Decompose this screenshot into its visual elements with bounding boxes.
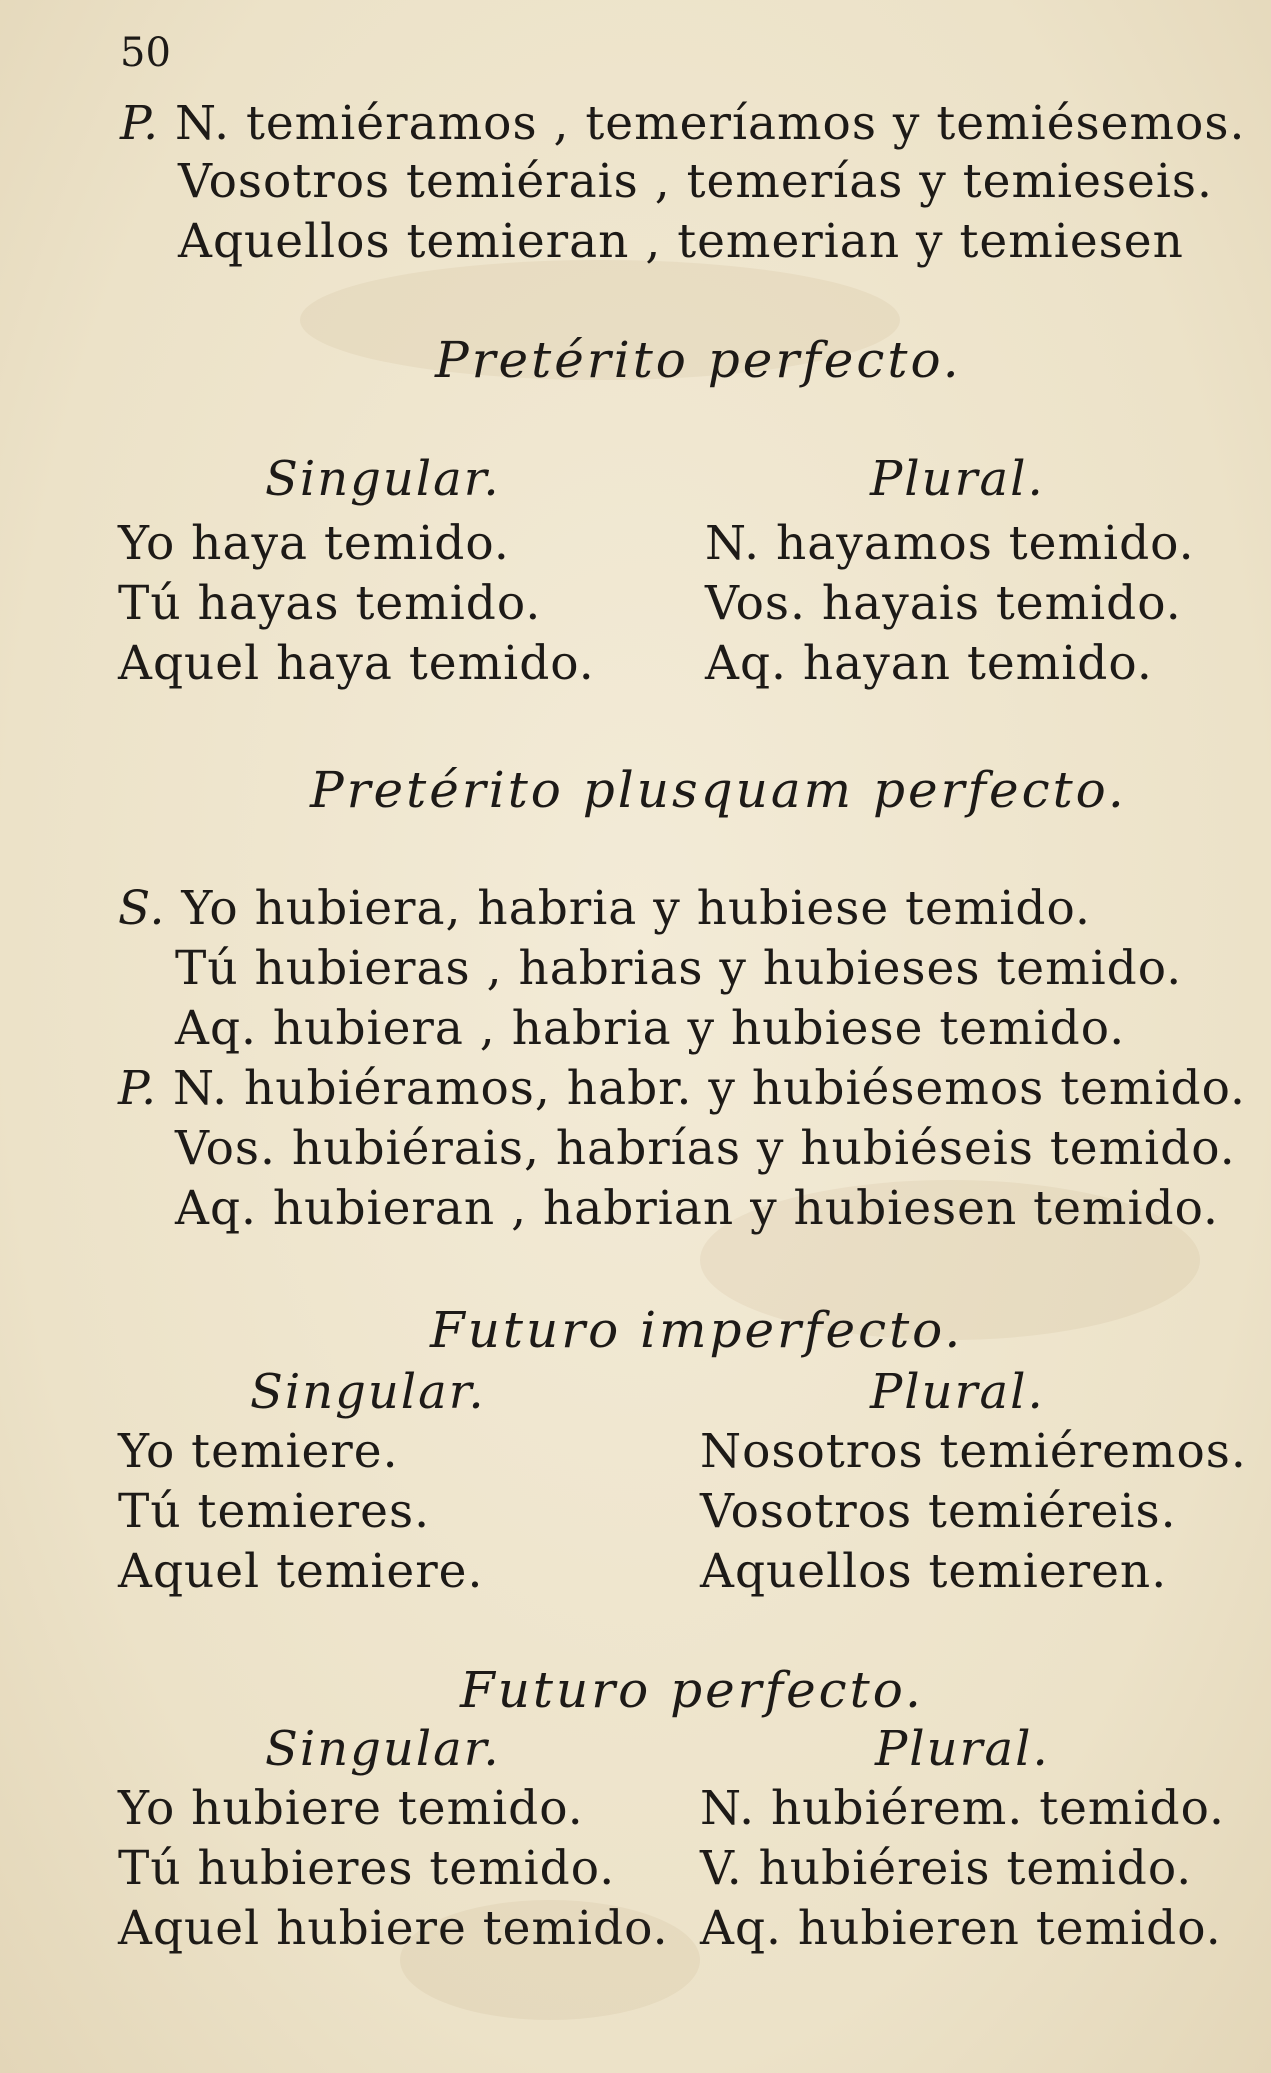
plusq-line — [175, 1121, 1236, 1176]
line-text: Aq. hubiera , habria y hubiese temido. — [175, 1001, 1126, 1056]
plural-header: Plural. — [870, 451, 1045, 507]
line-aquellos: Aquellos temieran , temerian y temiesen — [178, 214, 1184, 269]
singular-line: Yo hubiere temido. — [118, 1781, 584, 1836]
singular-header: Singular. — [250, 1364, 486, 1420]
singular-line: Tú hayas temido. — [118, 576, 542, 631]
singular-header: Singular. — [265, 1721, 501, 1777]
line-text: N. temiéramos , temeríamos y temiésemos. — [174, 96, 1246, 151]
line-label: S. — [118, 881, 182, 936]
line-vosotros: Vosotros temiérais , temerías y temieseis. — [178, 154, 1213, 209]
page-number: 50 — [120, 30, 171, 76]
plural-label: P. — [120, 96, 175, 151]
plural-line: Vosotros temiéreis. — [700, 1484, 1177, 1539]
line-label: P. — [118, 1061, 173, 1116]
line-text: Yo hubiera, habria y hubiese temido. — [181, 881, 1091, 936]
line-plural-first — [120, 96, 1246, 151]
plural-line: Vos. hayais temido. — [705, 576, 1182, 631]
plural-line: V. hubiéreis temido. — [700, 1841, 1193, 1896]
heading-futuro-perfecto: Futuro perfecto. — [460, 1661, 924, 1719]
singular-line: Tú temieres. — [118, 1484, 431, 1539]
heading-preterito-perfecto: Pretérito perfecto. — [435, 331, 962, 389]
plural-line: Aq. hubieren temido. — [700, 1901, 1222, 1956]
singular-line: Aquel temiere. — [118, 1544, 484, 1599]
singular-line: Yo temiere. — [118, 1424, 399, 1479]
plural-line: Aq. hayan temido. — [705, 636, 1153, 691]
plural-header: Plural. — [870, 1364, 1045, 1420]
plural-line: N. hubiérem. temido. — [700, 1781, 1225, 1836]
plural-line: N. hayamos temido. — [705, 516, 1195, 571]
plural-header: Plural. — [875, 1721, 1050, 1777]
line-text: Aq. hubieran , habrian y hubiesen temido. — [175, 1181, 1219, 1236]
singular-line: Yo haya temido. — [118, 516, 510, 571]
plusq-line — [175, 941, 1183, 996]
plusq-line — [118, 1061, 1246, 1116]
plusq-line — [118, 881, 1091, 936]
singular-line: Tú hubieres temido. — [118, 1841, 616, 1896]
singular-line: Aquel haya temido. — [118, 636, 595, 691]
line-text: Vos. hubiérais, habrías y hubiéseis temido. — [175, 1121, 1236, 1176]
plusq-line — [175, 1001, 1126, 1056]
singular-header: Singular. — [265, 451, 501, 507]
heading-futuro-imperfecto: Futuro imperfecto. — [430, 1301, 964, 1359]
plural-line: Aquellos temieren. — [700, 1544, 1168, 1599]
plural-line: Nosotros temiéremos. — [700, 1424, 1247, 1479]
line-text: Tú hubieras , habrias y hubieses temido. — [175, 941, 1183, 996]
singular-line: Aquel hubiere temido. — [118, 1901, 669, 1956]
line-text: N. hubiéramos, habr. y hubiésemos temido. — [172, 1061, 1246, 1116]
plusq-line — [175, 1181, 1219, 1236]
heading-pluscuamperfecto: Pretérito plusquam perfecto. — [310, 761, 1127, 819]
